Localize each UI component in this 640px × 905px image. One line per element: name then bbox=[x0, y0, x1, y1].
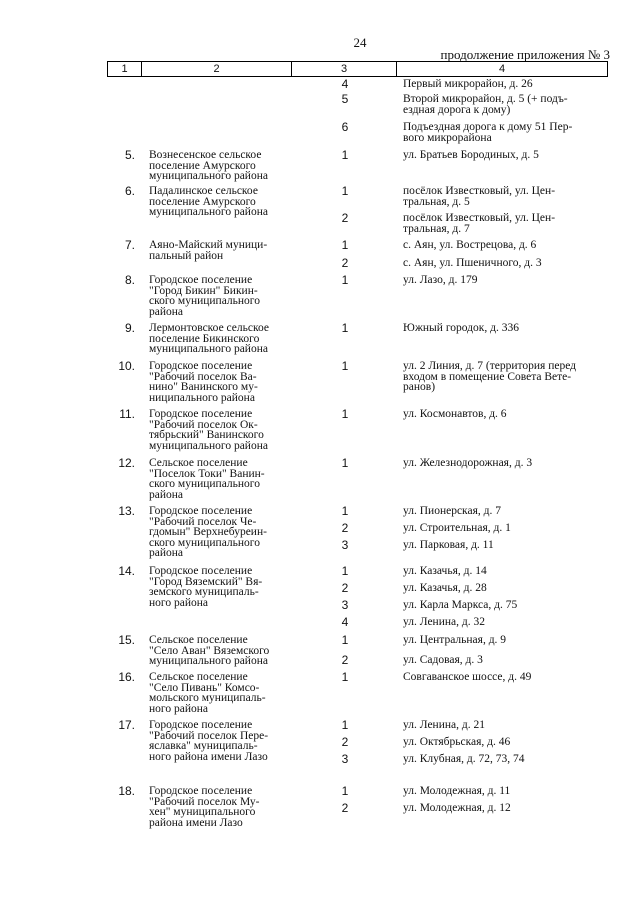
table-header bbox=[107, 61, 608, 77]
address-text: ул. Парковая, д. 11 bbox=[403, 539, 494, 551]
row-number: 11. bbox=[119, 407, 135, 421]
address-index: 3 bbox=[341, 752, 349, 766]
address-text: Первый микрорайон, д. 26 bbox=[403, 78, 533, 90]
address-text: Совгаванское шоссе, д. 49 bbox=[403, 671, 532, 683]
address-text: ул. Строительная, д. 1 bbox=[403, 522, 511, 534]
row-number: 12. bbox=[118, 456, 135, 470]
address-index: 5 bbox=[341, 92, 349, 106]
address-text: ул. Пионерская, д. 7 bbox=[403, 505, 501, 517]
row-number: 18. bbox=[118, 784, 135, 798]
header-col-4: 4 bbox=[498, 63, 506, 75]
settlement-name: Городское поселение "Рабочий поселок Пере- яславка" муниципаль- ного района имени Лазо bbox=[149, 719, 269, 763]
address-index: 1 bbox=[341, 633, 349, 647]
row-number: 15. bbox=[118, 633, 135, 647]
row-number: 9. bbox=[124, 321, 135, 335]
address-text: ул. Братьев Бородиных, д. 5 bbox=[403, 149, 539, 161]
settlement-name: Вознесенское сельское поселение Амурского муниципального района bbox=[149, 149, 268, 182]
address-index: 1 bbox=[341, 784, 349, 798]
settlement-name: Городское поселение "Рабочий поселок Че- гдомын" Верхнебуреин- ского муниципального района bbox=[149, 505, 267, 559]
row-number: 7. bbox=[124, 238, 135, 252]
address-index: 1 bbox=[341, 504, 349, 518]
address-text: ул. Садовая, д. 3 bbox=[403, 654, 483, 666]
address-text: ул. Молодежная, д. 12 bbox=[403, 802, 511, 814]
row-number: 5. bbox=[124, 148, 135, 162]
address-index: 1 bbox=[341, 718, 349, 732]
address-index: 2 bbox=[341, 653, 349, 667]
address-text: Подъездная дорога к дому 51 Пер- вого микрорайона bbox=[403, 121, 573, 144]
page-number: 24 bbox=[353, 35, 367, 50]
address-index: 1 bbox=[341, 184, 349, 198]
address-text: ул. Клубная, д. 72, 73, 74 bbox=[403, 753, 525, 765]
row-number: 17. bbox=[118, 718, 135, 732]
address-text: посёлок Известковый, ул. Цен- тральная, д. 7 bbox=[403, 212, 556, 235]
settlement-name: Городское поселение "Рабочий поселок Ок- тябрьский" Ванинского муниципального района bbox=[149, 408, 268, 452]
address-text: посёлок Известковый, ул. Цен- тральная, д. 5 bbox=[403, 185, 556, 208]
settlement-name: Аяно-Майский муници- пальный район bbox=[149, 239, 268, 262]
address-text: с. Аян, ул. Пшеничного, д. 3 bbox=[403, 257, 542, 269]
address-index: 4 bbox=[341, 77, 349, 91]
address-text: ул. Центральная, д. 9 bbox=[403, 634, 507, 646]
address-index: 6 bbox=[341, 120, 349, 134]
address-index: 1 bbox=[341, 456, 349, 470]
row-number: 6. bbox=[124, 184, 135, 198]
address-index: 2 bbox=[341, 211, 349, 225]
address-index: 1 bbox=[341, 407, 349, 421]
address-text: ул. Казачья, д. 14 bbox=[403, 565, 487, 577]
address-text: с. Аян, ул. Вострецова, д. 6 bbox=[403, 239, 537, 251]
address-index: 4 bbox=[341, 615, 349, 629]
settlement-name: Сельское поселение "Село Аван" Вяземского муниципального района bbox=[149, 634, 270, 667]
address-text: Южный городок, д. 336 bbox=[403, 322, 519, 334]
address-text: ул. Казачья, д. 28 bbox=[403, 582, 487, 594]
row-number: 16. bbox=[118, 670, 135, 684]
address-text: ул. Октябрьская, д. 46 bbox=[403, 736, 511, 748]
row-number: 8. bbox=[124, 273, 135, 287]
settlement-name: Городское поселение "Рабочий поселок Му- хен" муниципального района имени Лазо bbox=[149, 785, 260, 829]
address-index: 1 bbox=[341, 564, 349, 578]
address-index: 1 bbox=[341, 238, 349, 252]
address-index: 1 bbox=[341, 359, 349, 373]
address-text: ул. Ленина, д. 32 bbox=[403, 616, 485, 628]
address-text: ул. Космонавтов, д. 6 bbox=[403, 408, 507, 420]
address-index: 2 bbox=[341, 521, 349, 535]
address-index: 2 bbox=[341, 256, 349, 270]
settlement-name: Лермонтовское сельское поселение Бикинского муниципального района bbox=[149, 322, 269, 355]
header-col-2: 2 bbox=[142, 62, 292, 76]
address-text: ул. Лазо, д. 179 bbox=[403, 274, 478, 286]
address-text: ул. Карла Маркса, д. 75 bbox=[403, 599, 518, 611]
row-number: 13. bbox=[118, 504, 135, 518]
address-index: 1 bbox=[341, 321, 349, 335]
row-number: 14. bbox=[118, 564, 135, 578]
settlement-name: Сельское поселение "Поселок Токи" Ванин- ского муниципального района bbox=[149, 457, 265, 501]
settlement-name: Городское поселение "Город Вяземский" Вя- земского муниципаль- ного района bbox=[149, 565, 263, 609]
address-index: 1 bbox=[341, 148, 349, 162]
row-number: 10. bbox=[118, 359, 135, 373]
header-col-3: 3 bbox=[292, 62, 397, 76]
address-index: 3 bbox=[341, 538, 349, 552]
settlement-name: Падалинское сельское поселение Амурского муниципального района bbox=[149, 185, 268, 218]
address-text: Второй микрорайон, д. 5 (+ подъ- ездная дорога к дому) bbox=[403, 93, 568, 116]
address-index: 3 bbox=[341, 598, 349, 612]
settlement-name: Городское поселение "Город Бикин" Бикин- ского муниципального района bbox=[149, 274, 260, 318]
address-index: 2 bbox=[341, 735, 349, 749]
address-text: ул. Железнодорожная, д. 3 bbox=[403, 457, 533, 469]
address-index: 1 bbox=[341, 670, 349, 684]
settlement-name: Городское поселение "Рабочий поселок Ва- нино" Ванинского му- ниципального района bbox=[149, 360, 258, 404]
address-text: ул. 2 Линия, д. 7 (территория перед входом в помещение Совета Вете- ранов) bbox=[403, 360, 577, 393]
address-index: 2 bbox=[341, 801, 349, 815]
continuation-note: продолжение приложения № 3 bbox=[440, 47, 610, 62]
settlement-name: Сельское поселение "Село Пивань" Комсо- мольского муниципаль- ного района bbox=[149, 671, 266, 715]
address-index: 2 bbox=[341, 581, 349, 595]
address-text: ул. Молодежная, д. 11 bbox=[403, 785, 511, 797]
address-text: ул. Ленина, д. 21 bbox=[403, 719, 485, 731]
header-col-1: 1 bbox=[108, 62, 142, 76]
address-index: 1 bbox=[341, 273, 349, 287]
